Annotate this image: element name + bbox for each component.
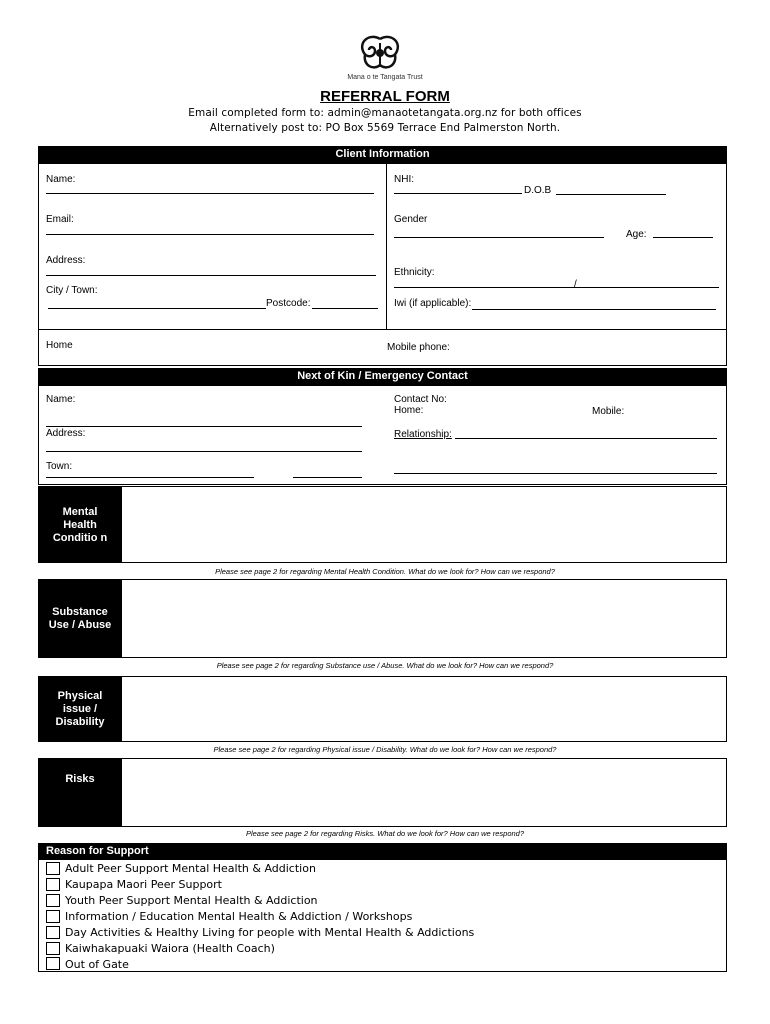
ethnicity-separator: /	[574, 279, 577, 290]
option-day-activities-checkbox[interactable]	[46, 926, 60, 939]
iwi-field[interactable]	[472, 309, 716, 310]
dob-label: D.O.B	[524, 185, 552, 196]
client-address-field[interactable]	[46, 275, 376, 276]
kin-town-field[interactable]	[46, 477, 254, 478]
substance-note: Please see page 2 for regarding Substance use / Abuse. What do we look for? How can we respond?	[216, 661, 554, 670]
ethnicity-field[interactable]	[394, 287, 719, 288]
risks-field[interactable]	[123, 759, 726, 826]
kin-town-label: Town:	[46, 461, 73, 472]
option-youth-checkbox[interactable]	[46, 894, 60, 907]
option-adult-peer-label: Adult Peer Support Mental Health & Addiction	[65, 862, 316, 875]
post-instruction: Alternatively post to: PO Box 5569 Terrace End Palmerston North.	[209, 122, 561, 134]
kin-relationship-field[interactable]	[455, 438, 717, 439]
postcode-field[interactable]	[312, 308, 378, 309]
client-email-field[interactable]	[46, 234, 374, 235]
support-heading: Reason for Support	[38, 843, 727, 860]
option-health-coach-label: Kaiwhakapuaki Waiora (Health Coach)	[65, 942, 275, 955]
age-label: Age:	[626, 229, 647, 240]
kin-extra-field[interactable]	[293, 477, 362, 478]
dob-field[interactable]	[556, 194, 666, 195]
mental-health-label: Mental Health Conditio n	[38, 486, 122, 563]
gender-field[interactable]	[394, 237, 604, 238]
kin-heading: Next of Kin / Emergency Contact	[38, 368, 727, 385]
option-youth-label: Youth Peer Support Mental Health & Addiction	[65, 894, 318, 907]
physical-note: Please see page 2 for regarding Physical issue / Disability. What do we look for? How can we respond?	[213, 745, 557, 754]
option-out-of-gate-checkbox[interactable]	[46, 957, 60, 970]
kin-box	[38, 385, 727, 485]
gender-label: Gender	[394, 214, 428, 225]
client-divider	[386, 163, 387, 329]
trust-logo	[355, 35, 405, 73]
client-email-label: Email:	[46, 214, 74, 225]
option-kaupapa-checkbox[interactable]	[46, 878, 60, 891]
kin-address-field[interactable]	[46, 451, 362, 452]
physical-label: Physical issue / Disability	[38, 676, 122, 742]
kin-contact-label: Contact No:	[394, 394, 447, 405]
client-row-divider	[38, 329, 727, 330]
trust-name: Mana o te Tangata Trust	[347, 74, 423, 81]
kin-extra-line[interactable]	[394, 473, 717, 474]
kin-home-label: Home:	[394, 405, 424, 416]
mobile-phone-label: Mobile phone:	[387, 342, 450, 353]
nhi-label: NHI:	[394, 174, 414, 185]
client-info-heading: Client Information	[38, 146, 727, 163]
home-phone-label: Home	[46, 340, 73, 351]
physical-field[interactable]	[123, 677, 726, 741]
client-name-label: Name:	[46, 174, 76, 185]
kin-relationship-label: Relationship:	[394, 429, 452, 440]
option-health-coach-checkbox[interactable]	[46, 942, 60, 955]
option-information-checkbox[interactable]	[46, 910, 60, 923]
substance-label: Substance Use / Abuse	[38, 579, 122, 658]
substance-field[interactable]	[123, 580, 726, 657]
client-name-field[interactable]	[46, 193, 374, 194]
city-field[interactable]	[48, 308, 266, 309]
city-label: City / Town:	[46, 285, 98, 296]
option-information-label: Information / Education Mental Health & Addiction / Workshops	[65, 910, 413, 923]
option-out-of-gate-label: Out of Gate	[65, 958, 129, 971]
option-kaupapa-label: Kaupapa Maori Peer Support	[65, 878, 222, 891]
mental-health-note: Please see page 2 for regarding Mental Health Condition. What do we look for? How can we respond?	[215, 567, 555, 576]
kin-name-field[interactable]	[46, 426, 362, 427]
email-instruction: Email completed form to: admin@manaotetangata.org.nz for both offices	[188, 107, 582, 119]
risks-note: Please see page 2 for regarding Risks. What do we look for? How can we respond?	[245, 829, 525, 838]
iwi-label: Iwi (if applicable):	[394, 298, 472, 309]
ethnicity-label: Ethnicity:	[394, 267, 435, 278]
kin-mobile-label: Mobile:	[592, 406, 625, 417]
client-address-label: Address:	[46, 255, 86, 266]
option-adult-peer-checkbox[interactable]	[46, 862, 60, 875]
nhi-field[interactable]	[394, 193, 522, 194]
option-day-activities-label: Day Activities & Healthy Living for people with Mental Health & Addictions	[65, 926, 475, 939]
risks-label: Risks	[38, 758, 122, 827]
age-field[interactable]	[653, 237, 713, 238]
mental-health-field[interactable]	[123, 487, 726, 562]
postcode-label: Postcode:	[266, 298, 311, 309]
kin-name-label: Name:	[46, 394, 76, 405]
page-title: REFERRAL FORM	[320, 88, 450, 105]
kin-address-label: Address:	[46, 428, 86, 439]
